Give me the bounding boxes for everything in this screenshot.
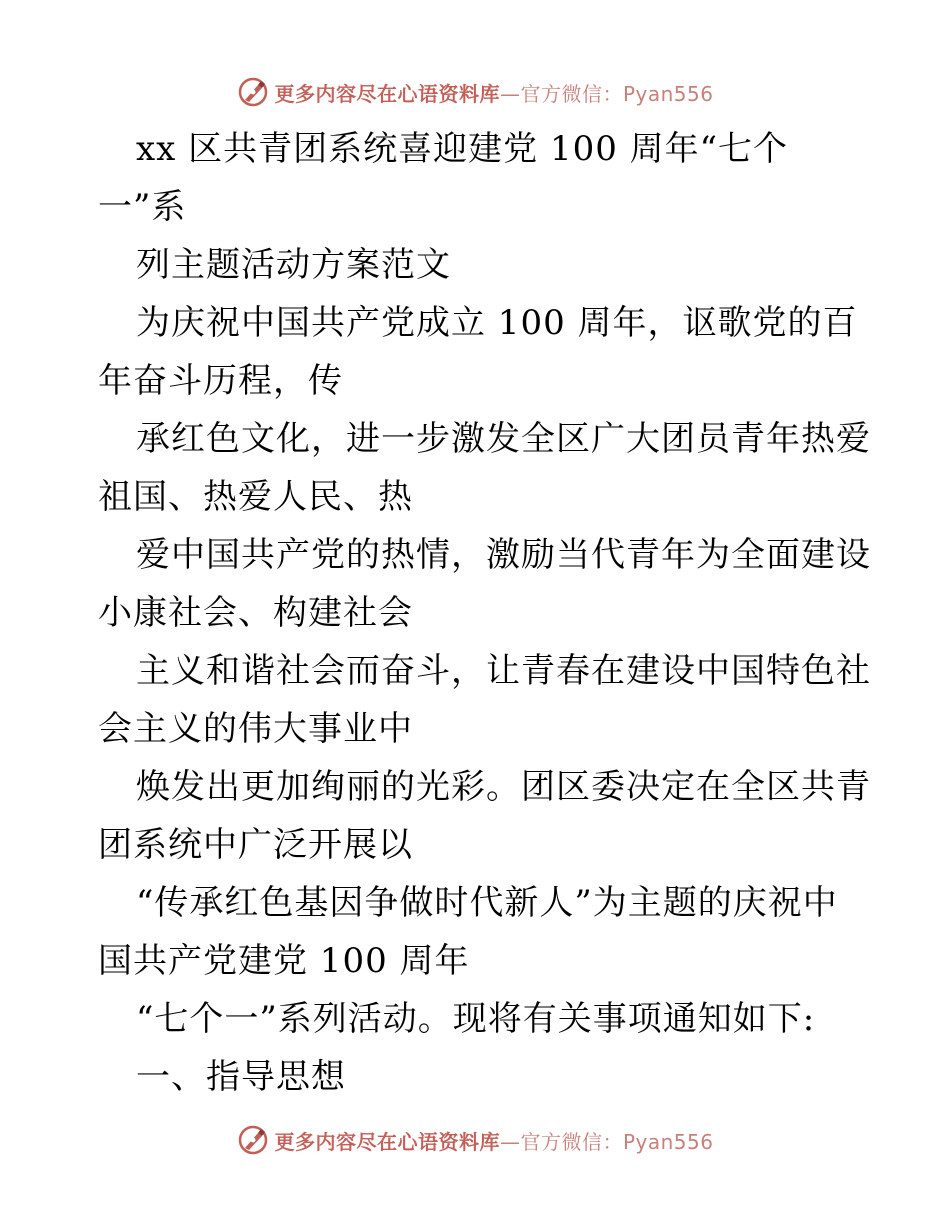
watermark-contact: —官方微信：Pyan556 [499, 81, 714, 106]
document-body [98, 120, 871, 1106]
title-line-2: 一”系 [98, 187, 187, 227]
body-line: 主义和谐社会而奋斗，让青春在建设中国特色社 [136, 651, 871, 691]
body-line: 焕发出更加绚丽的光彩。团区委决定在全区共青 [136, 767, 871, 807]
watermark-contact: —官方微信：Pyan556 [499, 1129, 714, 1154]
body-line: 年奋斗历程，传 [98, 361, 343, 401]
body-line: “传承红色基因争做时代新人”为主题的庆祝中 [136, 883, 838, 923]
header-watermark [0, 70, 950, 114]
watermark-text [274, 1126, 713, 1155]
body-line: 小康社会、构建社会 [98, 593, 413, 633]
footer-watermark [0, 1118, 950, 1162]
body-line: 祖国、热爱人民、热 [98, 477, 413, 517]
body-line: 承红色文化，进一步激发全区广大团员青年热爱 [136, 419, 871, 459]
body-line: 国共产党建党 100 周年 [98, 941, 470, 981]
body-line: 会主义的伟大事业中 [98, 709, 413, 749]
body-line: 团系统中广泛开展以 [98, 825, 413, 865]
title-line-3: 列主题活动方案范文 [136, 245, 451, 285]
pen-logo-icon [236, 1123, 270, 1157]
watermark-lead: 更多内容尽在心语资料库 [274, 1129, 500, 1154]
watermark-text [274, 78, 713, 107]
body-line: 爱中国共产党的热情，激励当代青年为全面建设 [136, 535, 871, 575]
title-line-1: xx 区共青团系统喜迎建党 100 周年“七个 [136, 129, 789, 169]
section-heading: 一、指导思想 [136, 1057, 346, 1097]
body-line: 为庆祝中国共产党成立 100 周年，讴歌党的百 [136, 303, 858, 343]
watermark-lead: 更多内容尽在心语资料库 [274, 81, 500, 106]
pen-logo-icon [236, 75, 270, 109]
body-line: “七个一”系列活动。现将有关事项通知如下: [136, 999, 816, 1039]
